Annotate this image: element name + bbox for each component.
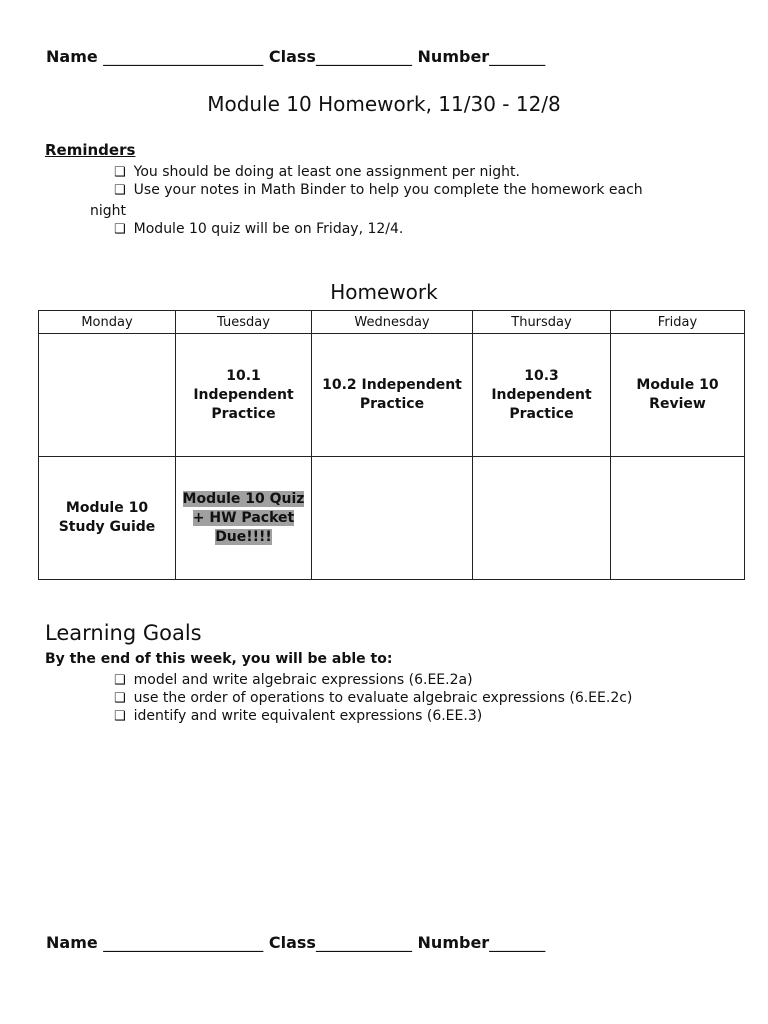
name-label: Name [46,933,98,952]
header-line-bottom [46,933,545,952]
name-field[interactable]: ____________________ [103,47,264,66]
column-header-friday: Friday [611,311,745,334]
table-cell [473,457,611,580]
goal-item [114,708,482,724]
name-label: Name [46,47,98,66]
checkbox-icon[interactable]: ❑ [114,691,126,706]
reminder-text: You should be doing at least one assignment per night. [133,164,520,180]
class-field[interactable]: ____________ [315,933,412,952]
number-field[interactable]: _______ [489,47,546,66]
table-cell [176,457,312,580]
checkbox-icon[interactable]: ❑ [114,183,126,198]
reminder-item [114,164,520,180]
page-title: Module 10 Homework, 11/30 - 12/8 [207,92,561,116]
reminder-text: Module 10 quiz will be on Friday, 12/4. [133,221,404,237]
table-cell: Module 10 Review [611,334,745,457]
goal-text: use the order of operations to evaluate algebraic expressions (6.EE.2c) [133,690,633,706]
reminder-item [114,182,643,198]
column-header-monday: Monday [39,311,176,334]
table-cell [611,457,745,580]
table-row [39,457,745,580]
table-cell: 10.2 Independent Practice [312,334,473,457]
checkbox-icon[interactable]: ❑ [114,709,126,724]
reminders-heading: Reminders [45,141,136,159]
table-cell: Module 10 Study Guide [39,457,176,580]
homework-table [38,310,745,580]
header-line-top [46,47,545,66]
column-header-tuesday: Tuesday [176,311,312,334]
homework-heading: Homework [330,280,438,304]
goal-text: model and write algebraic expressions (6.EE.2a) [133,672,473,688]
table-cell [39,334,176,457]
checkbox-icon[interactable]: ❑ [114,222,126,237]
name-field[interactable]: ____________________ [103,933,264,952]
goal-text: identify and write equivalent expressions (6.EE.3) [133,708,483,724]
learning-goals-heading: Learning Goals [45,621,202,645]
column-header-thursday: Thursday [473,311,611,334]
number-label: Number [417,933,490,952]
number-label: Number [417,47,490,66]
class-field[interactable]: ____________ [315,47,412,66]
number-field[interactable]: _______ [489,933,546,952]
table-row [39,334,745,457]
table-cell: 10.1 Independent Practice [176,334,312,457]
reminder-item [114,221,403,237]
class-label: Class [268,47,316,66]
reminder-text: Use your notes in Math Binder to help you complete the homework each [133,182,643,198]
checkbox-icon[interactable]: ❑ [114,165,126,180]
reminder-continuation: night [90,203,127,219]
table-cell: 10.3 Independent Practice [473,334,611,457]
table-cell [312,457,473,580]
column-header-wednesday: Wednesday [312,311,473,334]
highlighted-text: Module 10 Quiz + HW Packet Due!!!! [182,490,305,545]
table-header-row [39,311,745,334]
goal-item [114,672,473,688]
goal-item [114,690,632,706]
checkbox-icon[interactable]: ❑ [114,673,126,688]
class-label: Class [268,933,316,952]
learning-goals-subheading: By the end of this week, you will be able to: [45,651,393,667]
